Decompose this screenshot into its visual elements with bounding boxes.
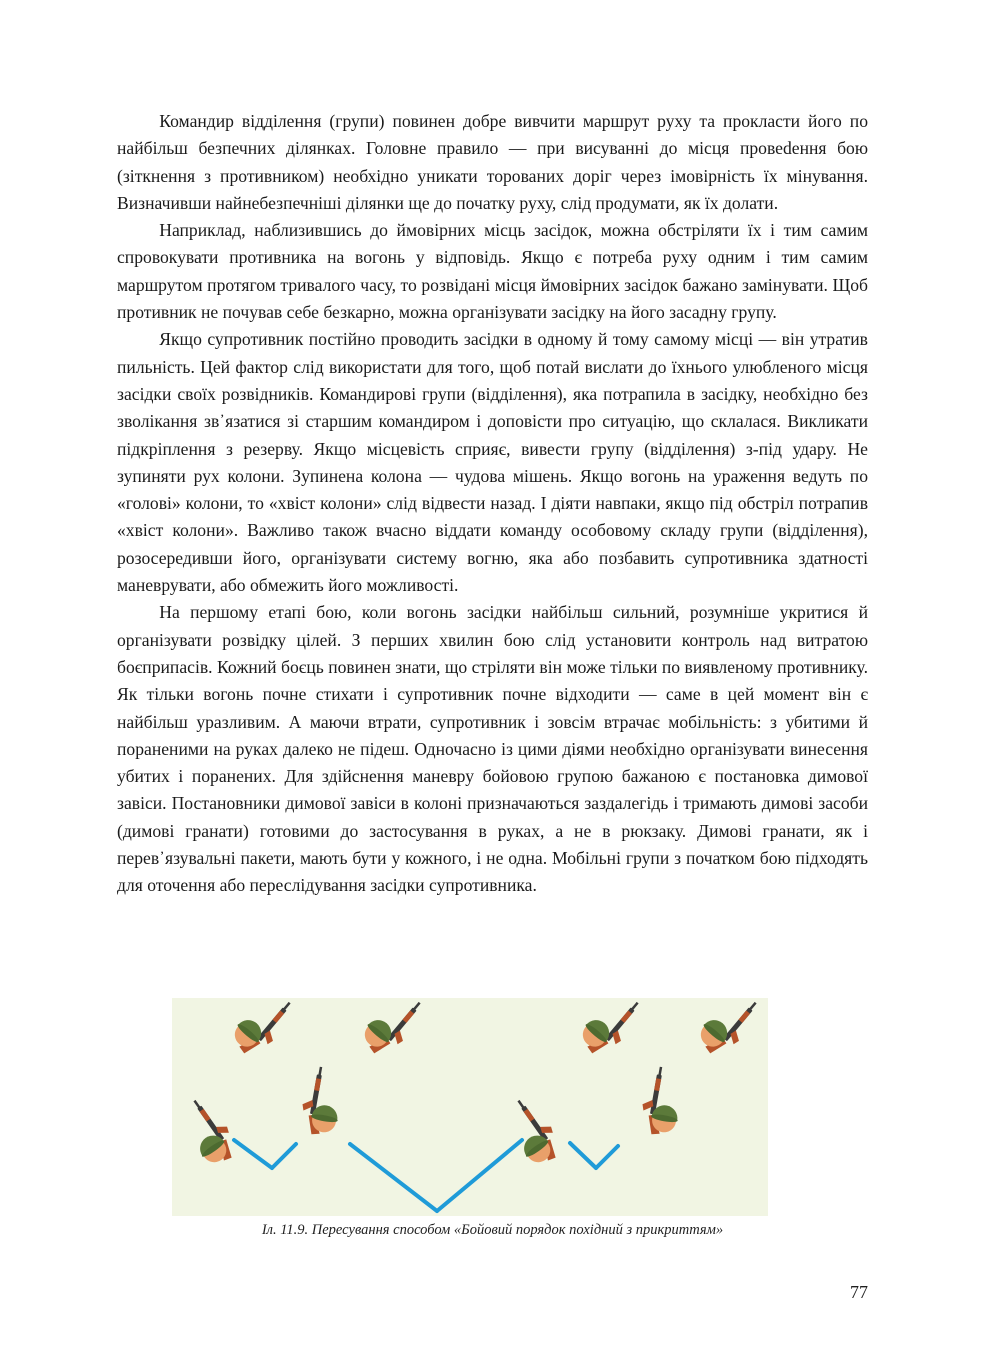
soldier-icon xyxy=(226,998,298,1062)
formation-line xyxy=(437,1140,522,1211)
soldier-icon xyxy=(356,998,428,1062)
formation-line xyxy=(272,1144,296,1168)
soldier-icon xyxy=(638,1065,687,1138)
soldier-icon xyxy=(574,998,646,1062)
formation-line xyxy=(570,1143,596,1168)
page-number: 77 xyxy=(850,1282,868,1302)
soldier-icon xyxy=(173,1094,243,1171)
formation-line xyxy=(350,1144,437,1211)
paragraph: Командир відділення (групи) повинен добре вивчити маршрут руху та прокласти його по найбільш безпечних ділянках. Головне правило — при висуванні до місця провеdення бою (зіткнення з противником) необхідно уникати торованих доріг через імовірність їх мінування. Визначивши найнебезпечніші ділянки ще до початку руху, слід продумати, як їх долати. xyxy=(117,111,868,213)
paragraph: Якщо супротивник постійно проводить засідки в одному й тому самому місці — він утратив пильність. Цей фактор слід використати для того, щоб потай вислати до їхнього улюбленого місця засідки своїх розвідників. Командирові групи (відділення), яка потрапила в засідку, необхідно без зволікання зв᾽язатися зі старшим командиром і доповісти про ситуацію, що склалася. Викликати підкріплення з резерву. Якщо місцевість сприяє, вивести групу (відділення) з-під удару. Не зупиняти рух колони. Зупинена колона — чудова мішень. Якщо вогонь на ураження ведуть по «голові» колони, то «хвіст колони» слід відвести назад. І діяти навпаки, якщо під обстріл потрапив «хвіст колони». Важливо також вчасно віддати команду особовому складу групи (відділення), розосередивши його, організувати систему вогню, яка або позбавить супротивника здатності маневрувати, або обмежить його можливості. xyxy=(117,329,868,596)
soldier-icon xyxy=(692,998,764,1062)
soldier-icon xyxy=(298,1065,347,1138)
paragraph: Наприклад, наблизившись до ймовірних місць засідок, можна обстріляти їх і тим самим спровокувати противника на вогонь у відповідь. Якщо є потреба руху одним і тим самим маршрутом протягом тривалого часу, то розвідані місця ймовірних засідок бажано замінувати. Щоб противник не почував себе безкарно, можна організувати засідку на його засадну групу. xyxy=(117,220,868,323)
formation-line xyxy=(234,1140,272,1168)
soldier-icon xyxy=(497,1094,567,1171)
formation-illustration xyxy=(172,998,768,1216)
formation-diagram xyxy=(172,998,768,1216)
formation-line xyxy=(596,1146,618,1168)
figure-caption: Іл. 11.9. Пересування способом «Бойовий порядок похідний з прикриттям» xyxy=(261,1222,724,1238)
paragraph: На першому етапі бою, коли вогонь засідки найбільш сильний, розумніше укритися й організувати розвідку цілей. З перших хвилин бою слід установити контроль над витратою боєприпасів. Кожний боєць повинен знати, що стріляти він може тільки по виявленому противнику. Як тільки вогонь почне стихати і супротивник почне відходити — саме в цей момент він є найбільш уразливим. А маючи втрати, супротивник і зовсім втрачає мобільність: з убитими й пораненими на руках далеко не підеш. Одночасно із цими діями необхідно організувати винесення убитих і поранених. Для здійснення маневру бойовою групою бажаною є постановка димової завіси. Постановники димової завіси в колоні призначаються заздалегідь і тримають димові засоби (димові гранати) готовими до застосування в руках, а не в рюкзаку. Димові гранати, як і перев᾽язувальні пакети, мають бути у кожного, і не одна. Мобільні групи з початком бою підходять для оточення або переслідування засідки супротивника. xyxy=(117,602,868,896)
body-text xyxy=(117,108,868,900)
